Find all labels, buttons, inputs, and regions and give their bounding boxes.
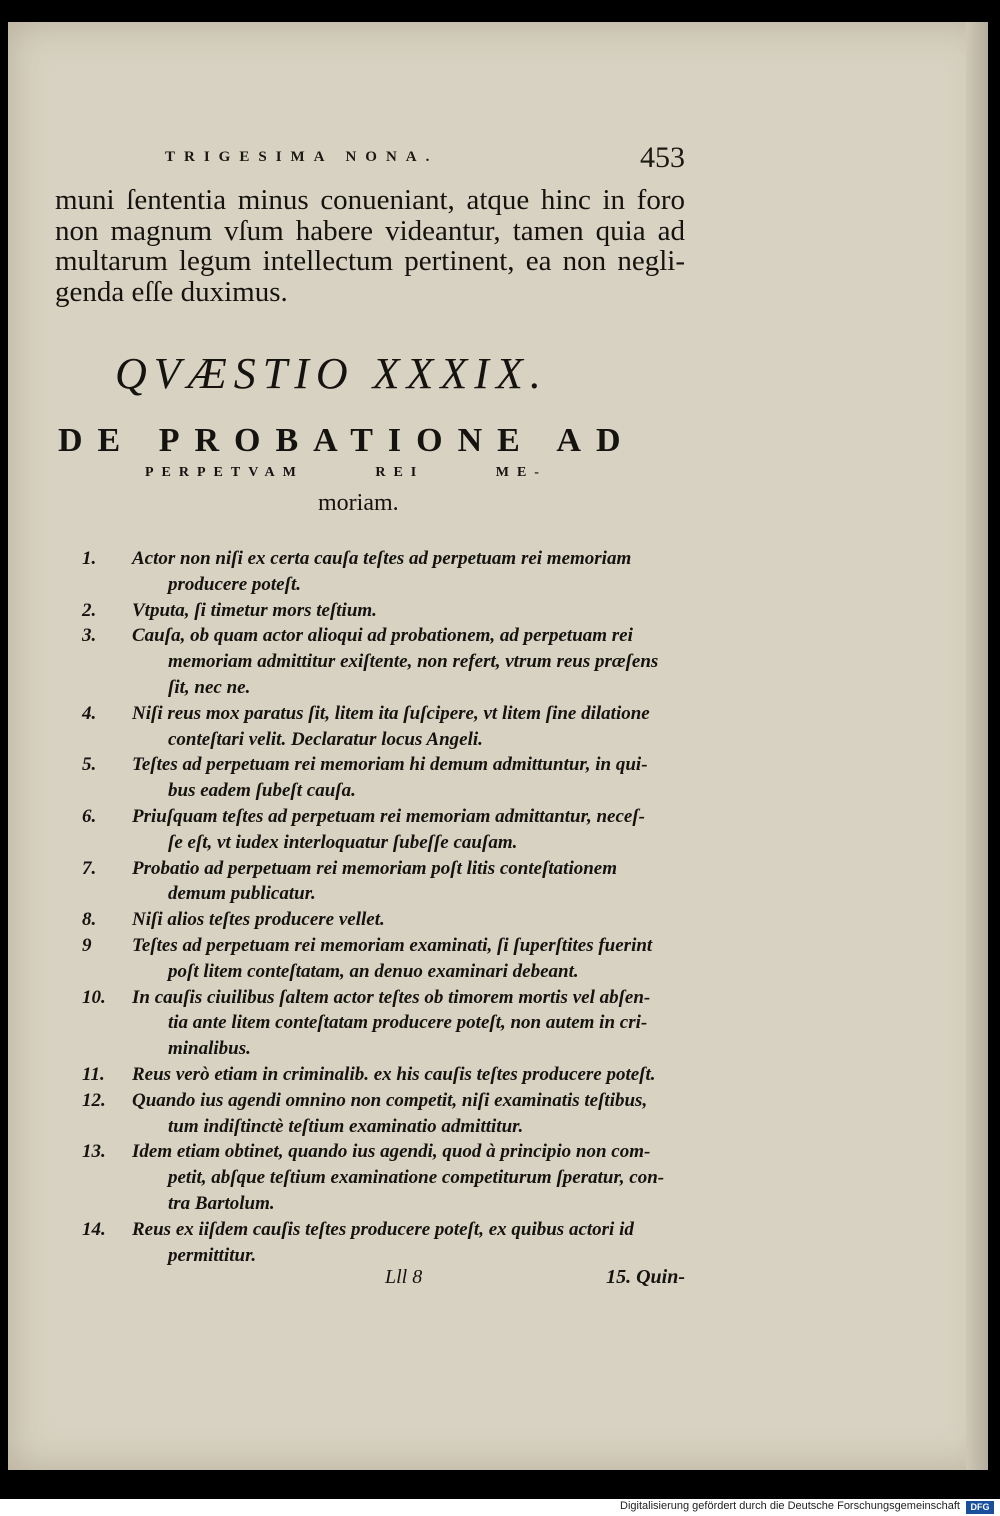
body-text	[55, 185, 685, 307]
summary-item-line: Actor non niſi ex certa cauſa teſtes ad perpetuam rei memoriam	[132, 548, 632, 569]
summary-item-number: 11.	[82, 1063, 105, 1085]
summary-item-text	[132, 598, 687, 624]
signature-mark: Lll 8	[385, 1266, 423, 1288]
summary-item-line: Idem etiam obtinet, quando ius agendi, quod à principio non com-	[132, 1141, 651, 1163]
summary-item-line: demum publicatur.	[168, 883, 316, 905]
summary-item	[82, 985, 687, 1062]
summary-item-line: ſit, nec ne.	[168, 676, 251, 698]
summary-item	[82, 907, 687, 933]
summary-item-number: 9	[82, 934, 92, 956]
page-edge	[966, 22, 988, 1470]
summary-item-text	[132, 623, 687, 700]
digitization-credit	[0, 1499, 1000, 1516]
summary-item-number: 7.	[82, 857, 97, 879]
summary-item	[82, 1088, 687, 1140]
summary-item-text	[132, 907, 687, 933]
summary-item-line: Niſi reus mox paratus ſit, litem ita ſuſcipere, vt litem ſine dilatione	[132, 702, 650, 724]
summary-item-text	[132, 985, 687, 1062]
page-number: 453	[640, 141, 685, 174]
summary-item-number: 6.	[82, 805, 97, 827]
summary-item-line: minalibus.	[168, 1038, 251, 1060]
summary-item-text	[132, 933, 687, 985]
summary-item	[82, 1139, 687, 1216]
summary-item-text	[132, 1088, 687, 1140]
summary-item-line: Niſi alios teſtes producere vellet.	[132, 909, 385, 931]
summary-item	[82, 546, 687, 598]
summary-item-line: Quando ius agendi omnino non competit, niſi examinatis teſtibus,	[132, 1089, 648, 1111]
summary-item-line: petit, abſque teſtium examinatione competiturum ſperatur, con-	[168, 1167, 665, 1189]
summary-item	[82, 598, 687, 624]
summary-item-number: 3.	[82, 625, 97, 647]
summary-item-number: 1.	[82, 548, 97, 569]
summary-item-line: poſt litem conteſtatam, an denuo examinari debeant.	[168, 960, 579, 982]
summary-item-line: conteſtari velit. Declaratur locus Angeli.	[168, 728, 483, 750]
summary-item-line: Priuſquam teſtes ad perpetuam rei memoriam admittantur, neceſ-	[132, 805, 645, 827]
summary-item-number: 14.	[82, 1218, 106, 1240]
summary-item-text	[132, 804, 687, 856]
summary-item-line: permittitur.	[168, 1244, 257, 1266]
summary-item-line: tum indiſtinctè teſtium examinatio admittitur.	[168, 1115, 524, 1137]
summary-item-line: ſe eſt, vt iudex interloquatur ſubeſſe cauſam.	[168, 831, 518, 853]
summary-item-line: In cauſis ciuilibus ſaltem actor teſtes ob timorem mortis vel abſen-	[132, 986, 651, 1008]
summary-item-text	[132, 1062, 687, 1088]
summary-item	[82, 1217, 687, 1269]
summary-item-line: Teſtes ad perpetuam rei memoriam hi demum admittuntur, in qui-	[132, 754, 648, 776]
summary-item-line: tra Bartolum.	[168, 1192, 275, 1214]
summary-item-text	[132, 752, 687, 804]
summary-item-text	[132, 1217, 687, 1269]
credit-text: Digitalisierung gefördert durch die Deutsche Forschungsgemeinschaft	[620, 1500, 960, 1512]
catchword: 15. Quin-	[606, 1266, 685, 1288]
summary-item-number: 5.	[82, 754, 97, 776]
quaestio-heading: QVÆSTIO XXXIX.	[115, 349, 548, 398]
summary-list	[82, 546, 687, 1268]
summary-item-line: memoriam admittitur exiſtente, non refert, vtrum reus præſens	[168, 651, 659, 673]
summary-item	[82, 701, 687, 753]
summary-item	[82, 1062, 687, 1088]
summary-item-line: Vtputa, ſi timetur mors teſtium.	[132, 599, 377, 621]
summary-item-number: 13.	[82, 1141, 106, 1163]
body-line: multarum legum intellectum pertinent, ea non negli-	[55, 245, 685, 277]
summary-item-number: 12.	[82, 1089, 106, 1111]
summary-item	[82, 856, 687, 908]
body-line: muni ſententia minus conueniant, atque hinc in foro	[55, 184, 685, 216]
section-subtitle: PERPETVAM REI ME-	[145, 465, 547, 480]
summary-item-text	[132, 546, 687, 598]
summary-item-line: producere poteſt.	[168, 573, 301, 595]
page-foot	[385, 1266, 685, 1296]
summary-item-number: 2.	[82, 599, 97, 621]
summary-item-text	[132, 701, 687, 753]
summary-item-text	[132, 1139, 687, 1216]
summary-item-text	[132, 856, 687, 908]
summary-item-line: Teſtes ad perpetuam rei memoriam examinati, ſi ſuperſtites fuerint	[132, 934, 653, 956]
summary-item-line: Reus ex iiſdem cauſis teſtes producere poteſt, ex quibus actori id	[132, 1218, 634, 1240]
summary-item-number: 8.	[82, 909, 97, 931]
summary-item-line: Probatio ad perpetuam rei memoriam poſt litis conteſtationem	[132, 857, 618, 879]
summary-item	[82, 804, 687, 856]
summary-item-line: Cauſa, ob quam actor alioqui ad probationem, ad perpetuam rei	[132, 625, 633, 647]
summary-item	[82, 752, 687, 804]
summary-item-line: bus eadem ſubeſt cauſa.	[168, 780, 356, 802]
running-head-title: TRIGESIMA NONA.	[165, 149, 439, 165]
summary-item	[82, 933, 687, 985]
section-title-end: moriam.	[318, 490, 399, 516]
summary-item-line: tia ante litem conteſtatam producere poteſt, non autem in cri-	[168, 1012, 648, 1034]
summary-item-number: 4.	[82, 702, 97, 724]
dfg-logo: DFG	[966, 1501, 994, 1514]
body-line: genda eſſe duximus.	[55, 275, 288, 308]
section-title: DE PROBATIONE AD	[58, 422, 636, 459]
body-line: non magnum vſum habere videantur, tamen quia ad	[55, 214, 685, 247]
summary-item-number: 10.	[82, 986, 106, 1008]
summary-item-line: Reus verò etiam in criminalib. ex his cauſis teſtes producere poteſt.	[132, 1063, 656, 1085]
summary-item	[82, 623, 687, 700]
running-head	[165, 141, 685, 175]
